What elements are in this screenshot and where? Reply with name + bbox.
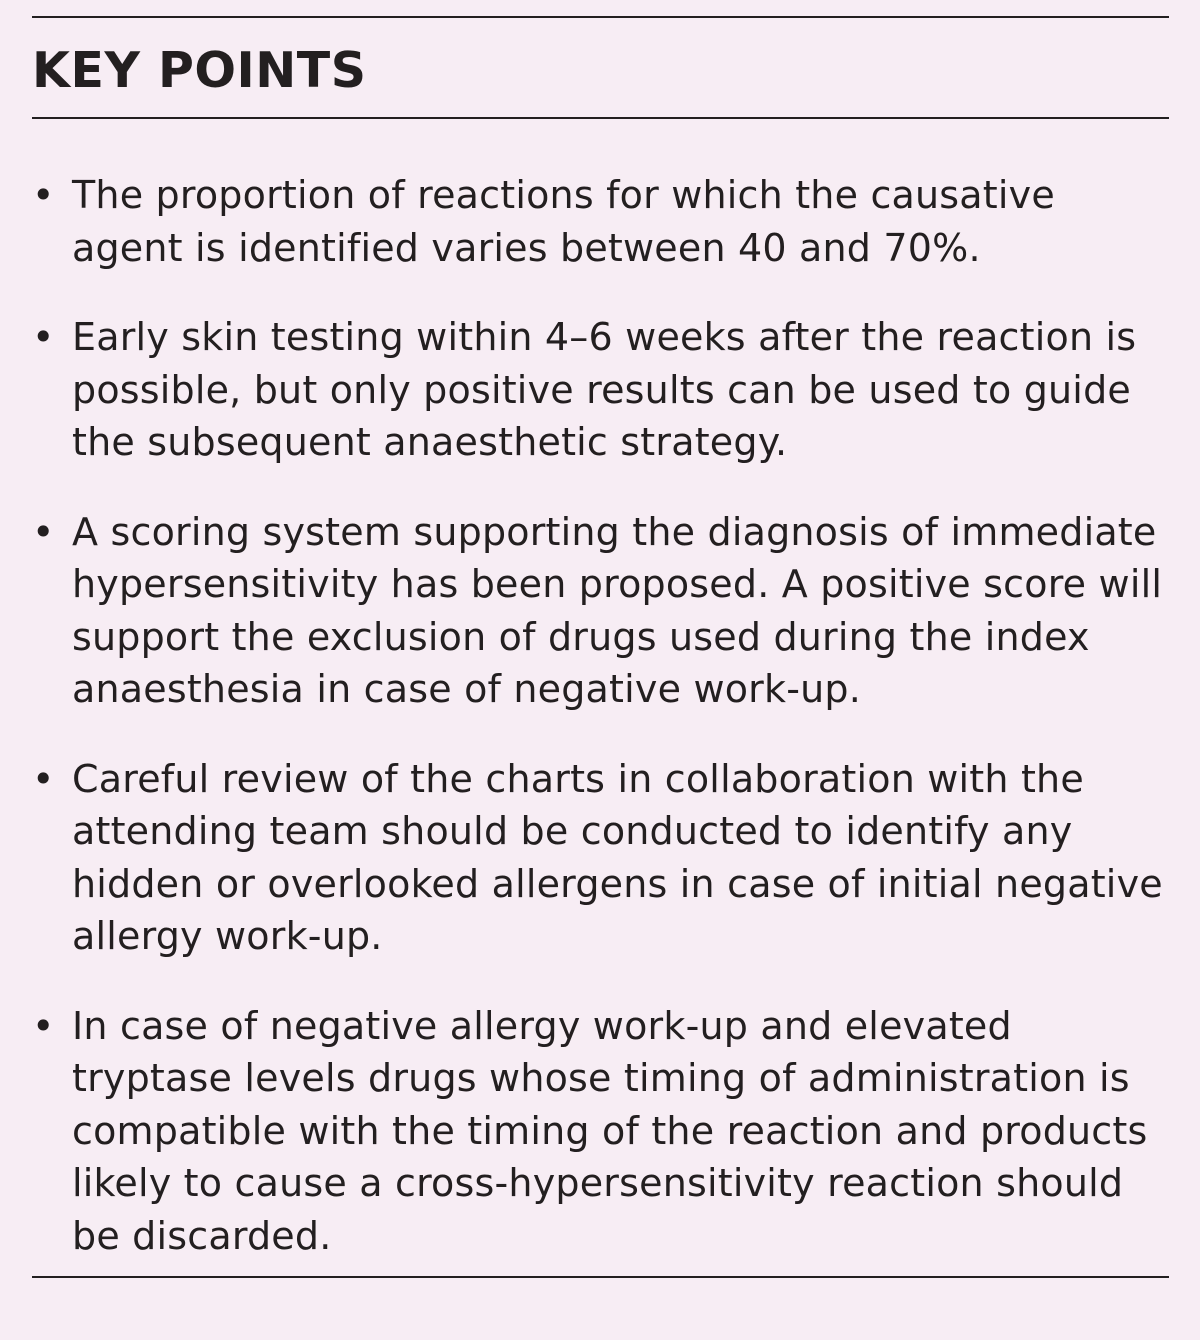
bullet-icon: •	[32, 509, 55, 554]
key-points-box	[32, 16, 1169, 1299]
top-rule	[32, 16, 1169, 18]
key-point-text: A scoring system supporting the diagnosis of immediate hypersensitivity has been proposed. A positive score will support the exclusion of drugs used during the index anaesthesia in case of negative work-up.	[72, 509, 1163, 711]
list-item	[32, 506, 1169, 716]
list-item	[32, 753, 1169, 963]
key-point-text: Careful review of the charts in collaboration with the attending team should be conducted to identify any hidden or overlooked allergens in case of initial negative allergy work-up.	[72, 756, 1163, 958]
bullet-icon: •	[32, 1003, 55, 1048]
title-rule	[32, 117, 1169, 119]
key-point-text: The proportion of reactions for which the causative agent is identified varies between 40 and 70%.	[72, 173, 1055, 270]
bullet-icon: •	[32, 315, 55, 359]
list-item	[32, 169, 1169, 274]
key-point-text: In case of negative allergy work-up and elevated tryptase levels drugs whose timing of administration is compatible with the timing of the reaction and products likely to cause a cross-hypersensitivity reaction should be discarded.	[72, 1003, 1148, 1258]
list-item	[32, 311, 1169, 469]
bullet-icon: •	[32, 756, 55, 801]
key-point-text: Early skin testing within 4–6 weeks after the reaction is possible, but only positive results can be used to guide the subsequent anaesthetic strategy.	[72, 315, 1137, 464]
bullet-icon: •	[32, 173, 55, 217]
key-points-list	[32, 169, 1169, 1262]
list-item	[32, 1000, 1169, 1263]
bottom-rule	[32, 1276, 1169, 1278]
box-title: KEY POINTS	[32, 42, 367, 99]
